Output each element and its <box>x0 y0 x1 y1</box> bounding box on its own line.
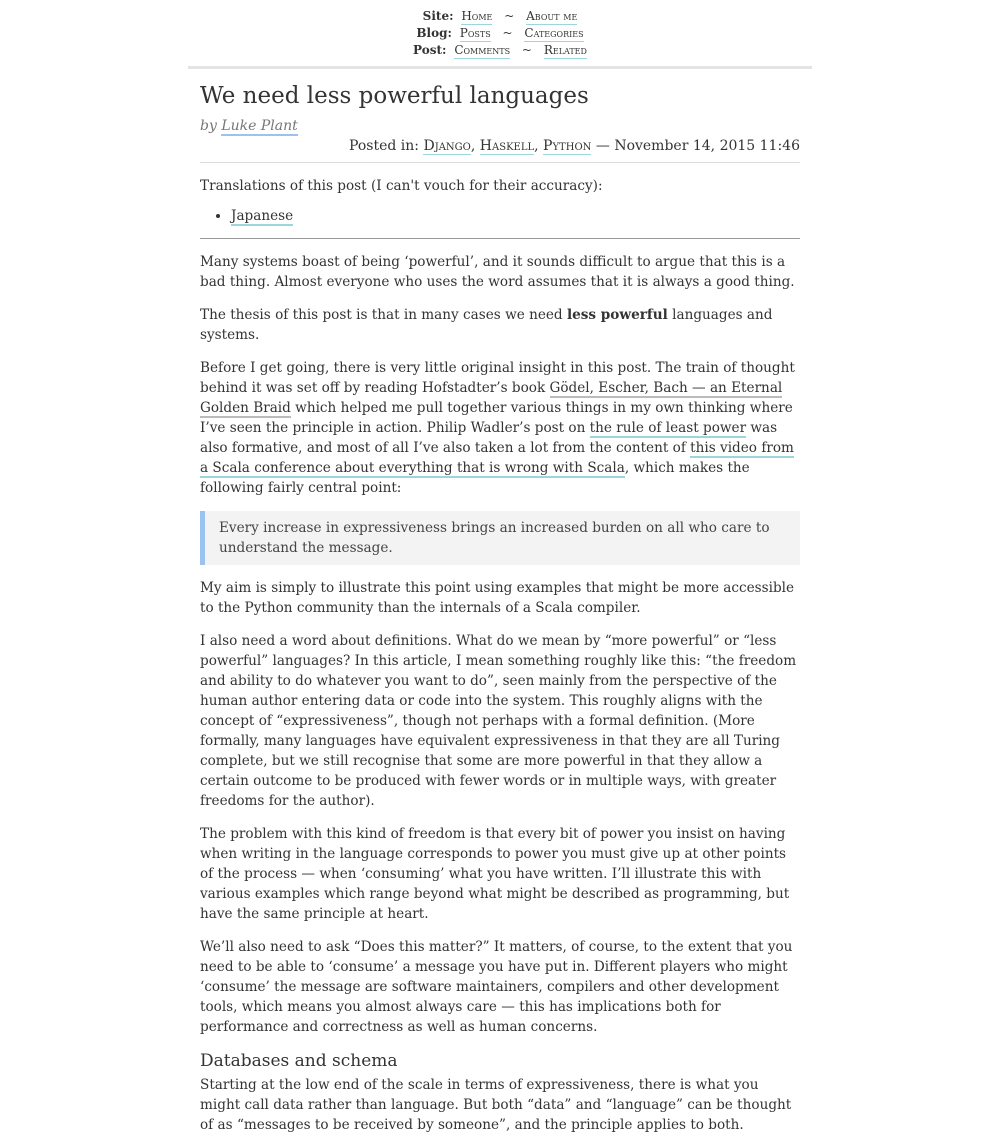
nav-separator: ~ <box>502 26 513 40</box>
paragraph: I also need a word about definitions. What do we mean by “more powerful” or “less powerful” languages? In this article, I mean something roughly like this: “the freedom and ability to do whatever you want to do”, seen mainly from the perspective of the human author entering data or code into the system. This roughly aligns with the concept of “expressiveness”, though not perhaps with a formal definition. (More formally, many languages have equivalent expressiveness in that they are all Turing complete, but we still recognise that some are more powerful in that they allow a certain outcome to be produced with fewer words or in multiple ways, with greater freedoms for the author). <box>200 633 797 809</box>
article-title: We need less powerful languages <box>200 83 589 109</box>
paragraph <box>200 305 800 345</box>
text-span: was also formative, and most of all I’ve also taken a lot from the content of <box>200 420 778 456</box>
text-span: which helped me pull together various things in my own thinking where I’ve seen the principle in action. Philip Wadler’s post on <box>200 400 793 436</box>
paragraph: Many systems boast of being ‘powerful’, and it sounds difficult to argue that this is a bad thing. Almost everyone who uses the word assumes that it is always a good thing. <box>200 254 795 290</box>
rule-of-least-power-link[interactable]: the rule of least power <box>589 420 747 436</box>
post-meta <box>200 136 800 163</box>
text-span: languages and systems. <box>200 307 773 343</box>
nav-categories-link[interactable]: Categories <box>524 26 584 40</box>
section-heading: Databases and schema <box>200 1051 398 1071</box>
text-span: Before I get going, there is very little original insight in this post. The train of thought behind it was set off by reading Hofstadter’s book <box>200 360 795 396</box>
list-item <box>231 206 800 226</box>
nav-site-label: Site: <box>422 9 454 23</box>
nav-row-post <box>188 42 812 59</box>
header-divider <box>188 66 812 69</box>
nav-row-blog <box>188 25 812 42</box>
posted-in-label: Posted in: <box>349 138 420 154</box>
nav-separator: ~ <box>504 9 515 23</box>
category-link-django[interactable]: Django <box>423 138 471 154</box>
nav-blog-label: Blog: <box>416 26 452 40</box>
site-navigation <box>188 8 812 59</box>
nav-comments-link[interactable]: Comments <box>454 43 511 57</box>
article-body <box>200 252 800 1135</box>
byline-prefix: by <box>200 118 217 134</box>
paragraph: We’ll also need to ask “Does this matter?” It matters, of course, to the extent that you need to be able to ‘consume’ a message you have put in. Different players who might ‘consume’ the message are software maintainers, compilers and other development tools, which means you almost always care — this has implications both for performance and correctness as well as human concerns. <box>200 939 793 1035</box>
paragraph <box>200 358 800 498</box>
text-span: The thesis of this post is that in many cases we need <box>200 307 567 323</box>
nav-row-site <box>188 8 812 25</box>
category-separator: , <box>534 138 544 154</box>
nav-home-link[interactable]: Home <box>461 9 493 23</box>
nav-posts-link[interactable]: Posts <box>459 26 491 40</box>
section-divider <box>200 238 800 239</box>
paragraph: My aim is simply to illustrate this point using examples that might be more accessible to the Python community than the internals of a Scala compiler. <box>200 580 795 616</box>
byline <box>200 116 800 136</box>
category-link-haskell[interactable]: Haskell <box>479 138 535 154</box>
bold-text: less powerful <box>566 307 668 323</box>
paragraph: Starting at the low end of the scale in terms of expressiveness, there is what you might call data rather than language. But both “data” and “language” can be thought of as “messages to be received by someone”, and the principle applies to both. <box>200 1077 792 1133</box>
blockquote: Every increase in expressiveness brings an increased burden on all who care to understand the message. <box>200 511 800 565</box>
nav-related-link[interactable]: Related <box>543 43 587 57</box>
post-date: November 14, 2015 11:46 <box>614 138 800 154</box>
translations-list <box>200 206 800 226</box>
translations-intro: Translations of this post (I can't vouch for their accuracy): <box>200 178 603 194</box>
author-link[interactable]: Luke Plant <box>221 118 298 134</box>
text-span: , which makes the following fairly central point: <box>200 460 750 496</box>
paragraph: The problem with this kind of freedom is that every bit of power you insist on having when writing in the language corresponds to power you must give up at other points of the process — when ‘consuming’ what you have written. I’ll illustrate this with various examples which range beyond what might be described as programming, but have the same principle at heart. <box>200 826 790 922</box>
article <box>200 80 800 1135</box>
nav-post-label: Post: <box>413 43 447 57</box>
category-separator: , <box>470 138 480 154</box>
scala-video-link[interactable]: this video from a Scala conference about everything that is wrong with Scala <box>200 440 794 476</box>
translation-link-japanese[interactable]: Japanese <box>231 208 294 224</box>
nav-separator: ~ <box>521 43 532 57</box>
date-separator: — <box>591 138 615 154</box>
nav-about-link[interactable]: About me <box>526 9 578 23</box>
category-link-python[interactable]: Python <box>543 138 592 154</box>
geb-book-link[interactable]: Gödel, Escher, Bach — an Eternal Golden Braid <box>200 380 783 416</box>
